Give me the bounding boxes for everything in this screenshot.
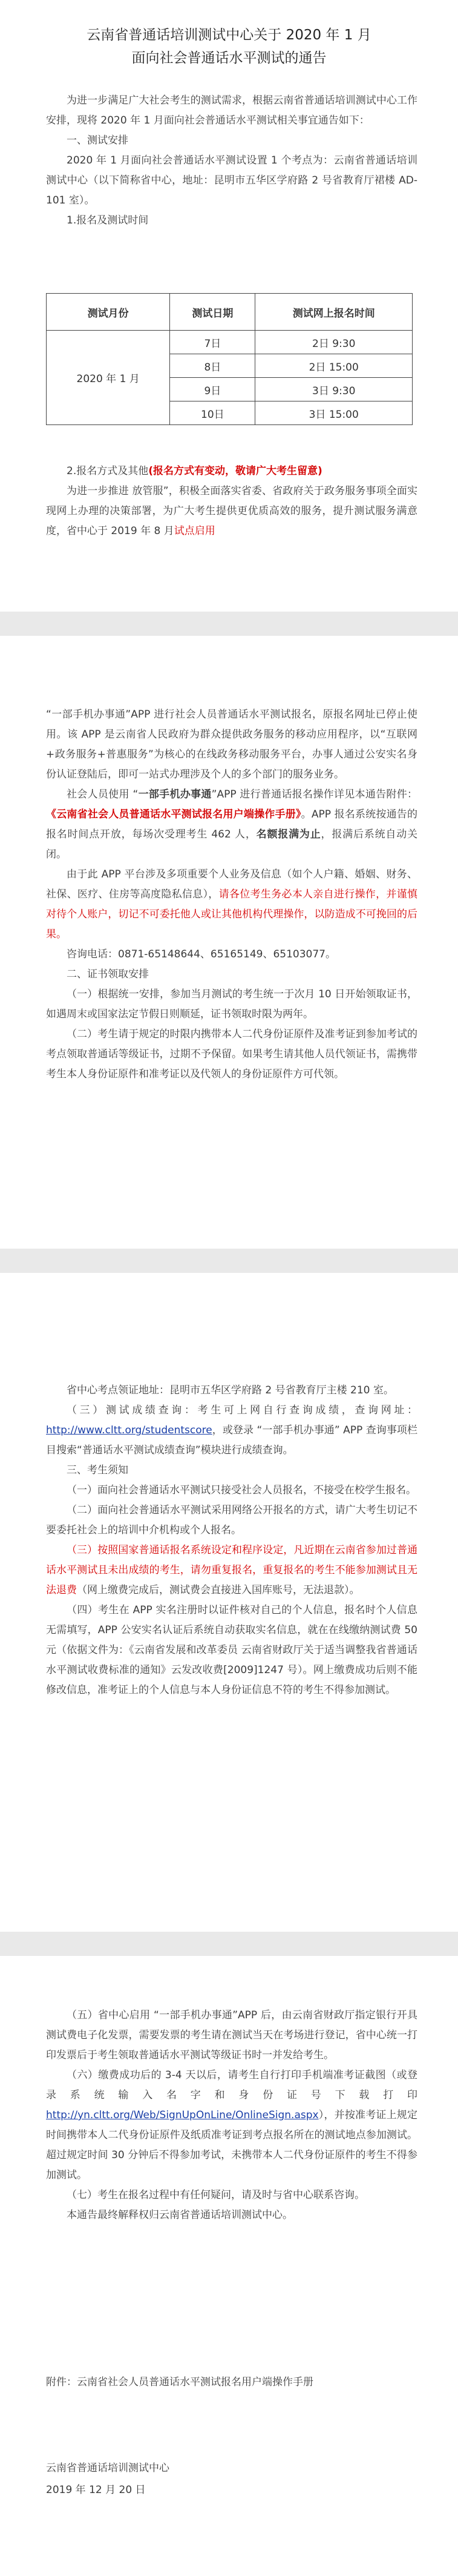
manual-text-a: 社会人员使用 “ bbox=[67, 788, 139, 801]
heading-candidate-notice: 三、考生须知 bbox=[67, 1464, 128, 1476]
page-separator bbox=[0, 1249, 458, 1273]
section-2 bbox=[46, 705, 417, 1085]
certificate-collection-paragraph: （二）考生请于规定的时限内携带本人二代身份证原件及准考证到参加考试的考点领取普通话等级证书，过期不予保留。如果考生请其他人员代领证书，需携带考生本人身份证原件和准考证以及代领人的身份证原件方可代领。 bbox=[46, 1028, 417, 1080]
date-cell: 8日 bbox=[170, 354, 255, 378]
app-name-bold: 一部手机办事通 bbox=[138, 788, 212, 801]
admission-ticket-link[interactable]: http://yn.cltt.org/Web/SignUpOnLine/OnlineSign.aspx bbox=[46, 2109, 319, 2121]
notice-item-4: （四）考生在 APP 实名注册时以证件核对自己的个人信息，报名时个人信息无需填写，APP 公安实名认证后系统自动获取实名信息，就在在线缴纳测试费 50 元（依据文件为：《云南省发展和改革委员 云南省财政厅关于适当调整我省普通话水平测试收费标准的通知》云发改收费[2009]1247 号）。网上缴费成功后则不能修改信息，准考证上的个人信息与本人身份证信息不符的考生不得参加测试。 bbox=[46, 1604, 417, 1696]
table-row bbox=[47, 331, 413, 354]
certificate-address-paragraph: 省中心考点领证地址：昆明市五华区学府路 2 号省教育厅主楼 210 室。 bbox=[67, 1384, 394, 1396]
heading-test-arrangement: 一、测试安排 bbox=[67, 134, 128, 147]
time-cell: 3日 15:00 bbox=[255, 401, 413, 425]
heading-certificate: 二、证书领取安排 bbox=[67, 968, 149, 980]
schedule-table bbox=[46, 293, 413, 425]
score-query-paragraph bbox=[46, 1401, 417, 1461]
time-cell: 2日 15:00 bbox=[255, 354, 413, 378]
section-3 bbox=[46, 1381, 417, 1700]
header-test-date: 测试日期 bbox=[170, 294, 255, 331]
app-description-paragraph: “一部手机办事通”APP 进行社会人员普通话水平测试报名，原报名网址已停止使用。该 APP 是云南省人民政府为群众提供政务服务的移动应用程序，以“互联网+政务服务+普惠服务”为核心的在线政务移动服务平台，办事人通过公安实名身份认证登陆后，即可一站式办理涉及个人的多个部门的服务业务。 bbox=[46, 708, 417, 781]
refund-note: （网上缴费完成后，测试费会直接进入国库账号，无法退款）。 bbox=[77, 1584, 360, 1596]
attachment-line[interactable]: 附件：云南省社会人员普通话水平测试报名用户端操作手册 bbox=[46, 2376, 313, 2388]
manual-reference-paragraph bbox=[46, 785, 417, 865]
date-cell: 10日 bbox=[170, 401, 255, 425]
score-query-text-b: ，或登录 “一部手机办事通” APP 查询事项栏目搜索“普通话水平测试成绩查询”模块进行成绩查询。 bbox=[46, 1424, 417, 1456]
date-cell: 9日 bbox=[170, 378, 255, 401]
date-cell: 7日 bbox=[170, 331, 255, 354]
privacy-paragraph bbox=[46, 865, 417, 945]
section-1-continued bbox=[46, 461, 417, 541]
test-site-paragraph: 2020 年 1 月面向社会普通话水平测试设置 1 个考点为：云南省普通话培训测试中心（以下简称省中心，地址：昆明市五华区学府路 2 号省教育厅裙楼 AD- 101 室）。 bbox=[46, 154, 417, 206]
score-query-link[interactable]: http://www.cltt.org/studentscore bbox=[46, 1424, 212, 1436]
header-registration-time: 测试网上报名时间 bbox=[255, 294, 413, 331]
admission-ticket-paragraph bbox=[46, 2066, 417, 2185]
intro-paragraph: 为进一步满足广大社会考生的测试需求，根据云南省普通话培训测试中心工作安排，现将 2020 年 1 月面向社会普通话水平测试相关事宜通告如下： bbox=[46, 94, 417, 127]
page-separator bbox=[0, 612, 458, 636]
notice-item-3 bbox=[46, 1541, 417, 1600]
privacy-warning: 请各位考生务必本人亲自进行操作，并谨慎对待个人账户，切记不可委托他人或让其他机构代理操作，以防造成不可挽回的后果。 bbox=[46, 888, 418, 940]
signature-date: 2019 年 12 月 20 日 bbox=[46, 2484, 146, 2496]
admission-text-b: ），并按准考证上规定时间携带本人二代身份证原件及纸质准考证到考点报名所在的测试地点参加测试。超过规定时间 30 分钟后不得参加考试，未携带本人二代身份证原件的考生不得参加测试。 bbox=[46, 2109, 417, 2181]
interpretation-paragraph: 本通告最终解释权归云南省普通话培训测试中心。 bbox=[67, 2209, 293, 2221]
time-cell: 2日 9:30 bbox=[255, 331, 413, 354]
header-test-month: 测试月份 bbox=[47, 294, 170, 331]
duplicate-registration-warning: （三）按照国家普通话报名系统设定和程序设定，凡近期在云南省参加过普通话水平测试且未出成绩的考生，请勿重复报名，重复报名的考生不能参加测试且无法退费 bbox=[46, 1544, 417, 1596]
registration-method-paragraph bbox=[46, 461, 417, 481]
notice-item-1: （一）面向社会普通话水平测试只接受社会人员报名，不接受在校学生报名。 bbox=[67, 1484, 416, 1496]
certificate-timing-paragraph: （一）根据统一安排，参加当月测试的考生统一于次月 10 日开始领取证书，如遇周末或国家法定节假日则顺延，证书领取时限为两年。 bbox=[46, 988, 417, 1020]
policy-paragraph bbox=[46, 481, 417, 541]
privacy-text: 由于此 APP 平台涉及多项重要个人业务及信息（如个人户籍、婚姻、财务、社保、医疗、住房等高度隐私信息）， bbox=[46, 868, 417, 900]
page-separator bbox=[0, 1932, 458, 1956]
quota-notice: 名额报满为止 bbox=[256, 828, 321, 841]
signature-org: 云南省普通话培训测试中心 bbox=[46, 2462, 169, 2474]
invoice-paragraph: （五）省中心启用 “一部手机办事通”APP 后，由云南省财政厅指定银行开具测试费电子化发票，需要发票的考生请在测试当天在考场进行登记，省中心统一打印发票后于考生领取普通话水平测试等级证书时一并发给考生。 bbox=[46, 2009, 417, 2061]
time-cell: 3日 9:30 bbox=[255, 378, 413, 401]
pilot-launch-text: 试点启用 bbox=[174, 525, 215, 537]
manual-text-c: 。APP 报名系统按通告的报名时间点开放，每场次受理考生 462 人， bbox=[46, 808, 418, 841]
section-4 bbox=[46, 2006, 417, 2225]
registration-change-notice: (报名方式有变动，敬请广大考生留意) bbox=[148, 465, 322, 477]
notice-title-line-1: 云南省普通话培训测试中心关于 2020 年 1 月 bbox=[87, 27, 371, 43]
notice-item-2: （二）面向社会普通话水平测试采用网络公开报名的方式，请广大考生切记不要委托社会上的培训中介机构或个人报名。 bbox=[46, 1504, 417, 1536]
notice-title-line-2: 面向社会普通话水平测试的通告 bbox=[131, 50, 327, 66]
section-1 bbox=[46, 91, 417, 231]
score-query-text-a: （三）测试成绩查询：考生可上网自行查询成绩，查询网址： bbox=[67, 1404, 417, 1416]
month-cell: 2020 年 1 月 bbox=[47, 331, 170, 425]
manual-text-d: ，报满后系统自动关闭。 bbox=[46, 828, 418, 860]
schedule-header-row bbox=[47, 294, 413, 331]
admission-text-a: （六）缴费成功后的 3-4 天以后，请考生自行打印手机端准考证截图（或登录系统输入名字和身份证号下载打印 bbox=[46, 2069, 417, 2101]
manual-title-link[interactable]: 《云南省社会人员普通话水平测试报名用户端操作手册》 bbox=[46, 808, 301, 821]
manual-text-b: ”APP 进行普通话报名操作详见本通告附件： bbox=[211, 788, 417, 801]
registration-method-label: 2.报名方式及其他 bbox=[67, 465, 149, 477]
contact-paragraph: （七）考生在报名过程中有任何疑问，请及时与省中心联系咨询。 bbox=[67, 2189, 365, 2201]
policy-text: 为进一步推进 放管服”，积极全面落实省委、省政府关于政务服务事项全面实现网上办理的决策部署，为广大考生提供更优质高效的服务，提升测试服务满意度，省中心于 2019 年 8 月 bbox=[46, 485, 417, 537]
hotline-paragraph: 咨询电话：0871-65148644、65165149、65103077。 bbox=[67, 948, 336, 960]
heading-registration-time: 1.报名及测试时间 bbox=[67, 214, 149, 226]
